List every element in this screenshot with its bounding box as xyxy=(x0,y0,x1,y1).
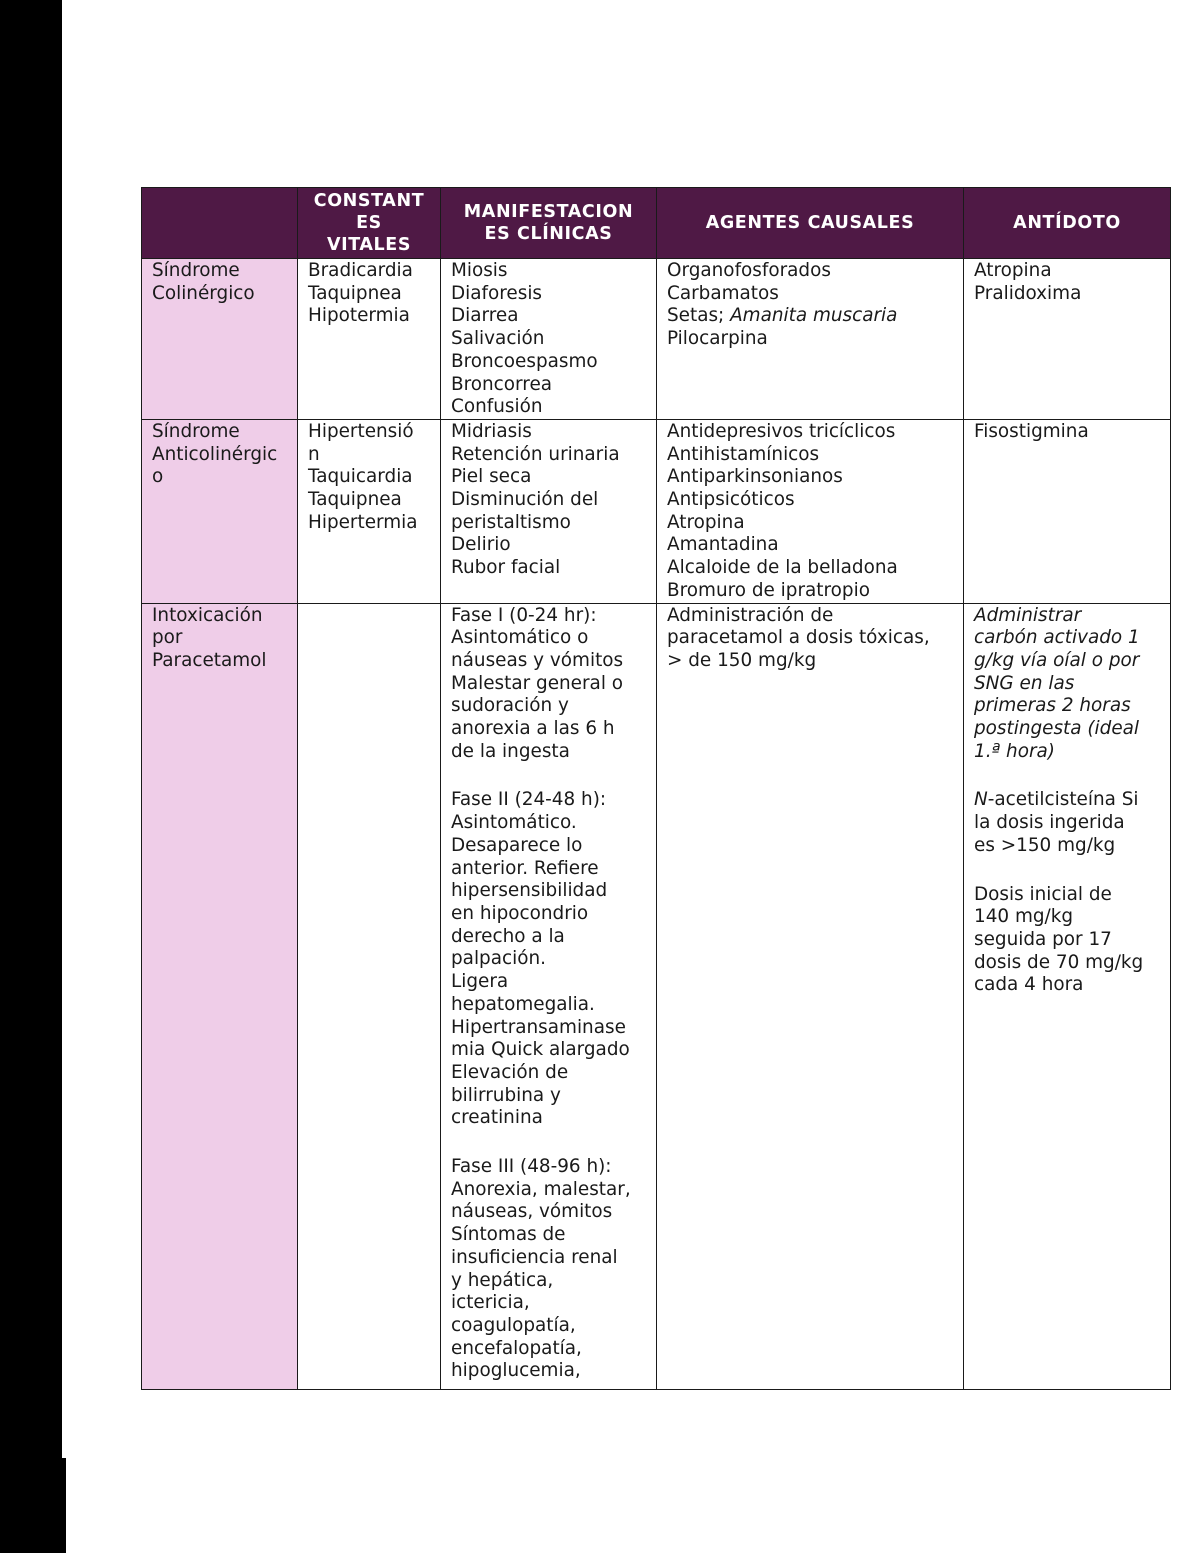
left-dark-bar xyxy=(0,0,62,1553)
row-name-cell: Síndrome Anticolinérgic o xyxy=(142,419,298,603)
header-agents: AGENTES CAUSALES xyxy=(657,188,964,259)
antidote-cell: Atropina Pralidoxima xyxy=(964,259,1171,420)
header-empty xyxy=(142,188,298,259)
header-vitals: CONSTANT ES VITALES xyxy=(298,188,441,259)
agents-cell: Administración de paracetamol a dosis tóxicas, > de 150 mg/kg xyxy=(657,603,964,1389)
header-manifestations: MANIFESTACION ES CLÍNICAS xyxy=(441,188,657,259)
header-antidote: ANTÍDOTO xyxy=(964,188,1171,259)
vitals-cell: Bradicardia Taquipnea Hipotermia xyxy=(298,259,441,420)
antidote-cell: Administrar carbón activado 1 g/kg vía oíal o por SNG en las primeras 2 horas postingesta (ideal 1.ª hora) N-acetilcisteína Si la dosis ingerida es >150 mg/kg Dosis inicial de 140 mg/kg seguida por 17 dosis de 70 mg/kg cada 4 hora xyxy=(964,603,1171,1389)
left-dark-bar-foot xyxy=(0,1458,66,1553)
agents-cell: Antidepresivos tricíclicos Antihistamínicos Antiparkinsonianos Antipsicóticos Atropina Amantadina Alcaloide de la belladona Bromuro de ipratropio xyxy=(657,419,964,603)
toxidrome-table xyxy=(141,187,1171,1390)
vitals-cell xyxy=(298,603,441,1389)
row-name-cell: Intoxicación por Paracetamol xyxy=(142,603,298,1389)
row-name-cell: Síndrome Colinérgico xyxy=(142,259,298,420)
manifestations-cell: Miosis Diaforesis Diarrea Salivación Broncoespasmo Broncorrea Confusión xyxy=(441,259,657,420)
manifestations-cell: Fase I (0-24 hr): Asintomático o náuseas y vómitos Malestar general o sudoración y anorexia a las 6 h de la ingesta Fase II (24-48 h): Asintomático. Desaparece lo anterior. Refiere hipersensibilidad en hipocondrio derecho a la palpación. Ligera hepatomegalia. Hipertransaminase mia Quick alargado Elevación de bilirrubina y creatinina Fase III (48-96 h): Anorexia, malestar, náuseas, vómitos Síntomas de insuficiencia renal y hepática, ictericia, coagulopatía, encefalopatía, hipoglucemia, xyxy=(441,603,657,1389)
header-row xyxy=(142,188,1171,259)
vitals-cell: Hipertensió n Taquicardia Taquipnea Hipertermia xyxy=(298,419,441,603)
table-row xyxy=(142,603,1171,1389)
table-row xyxy=(142,419,1171,603)
table-row xyxy=(142,259,1171,420)
manifestations-cell: Midriasis Retención urinaria Piel seca Disminución del peristaltismo Delirio Rubor facial xyxy=(441,419,657,603)
agents-cell: Organofosforados Carbamatos Setas; Amanita muscaria Pilocarpina xyxy=(657,259,964,420)
antidote-cell: Fisostigmina xyxy=(964,419,1171,603)
